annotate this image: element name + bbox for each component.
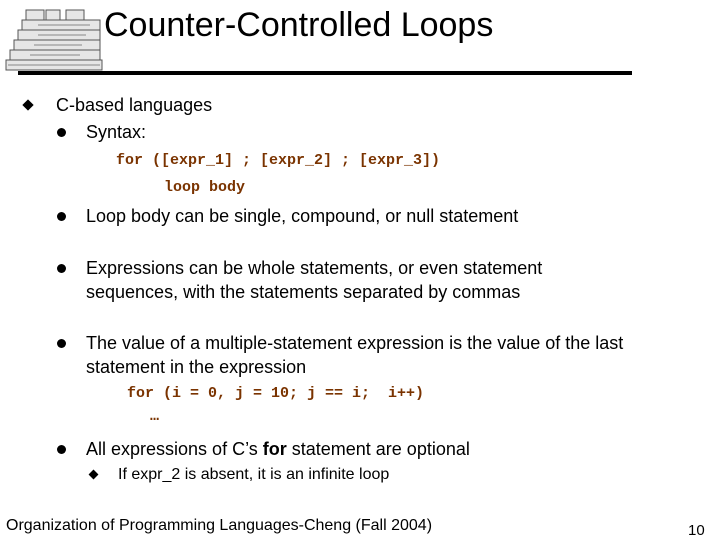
round-bullet-icon xyxy=(57,339,66,348)
footer-text: Organization of Programming Languages-Cheng (Fall 2004) xyxy=(6,517,433,534)
slide-title: Counter-Controlled Loops xyxy=(104,6,494,44)
syntax-code-line-1: for ([expr_1] ; [expr_2] ; [expr_3]) xyxy=(116,152,441,169)
bullet-optional-keyword-for: for xyxy=(262,439,287,459)
bullet-loop-body: Loop body can be single, compound, or null statement xyxy=(86,206,519,226)
round-bullet-icon xyxy=(57,264,66,273)
diamond-bullet-icon xyxy=(22,99,33,110)
language-pyramid-logo xyxy=(4,4,108,74)
bullet-value-line-2: statement in the expression xyxy=(86,357,307,377)
bullet-optional xyxy=(86,438,470,461)
title-divider xyxy=(18,71,632,75)
round-bullet-icon xyxy=(57,128,66,137)
page-number: 10 xyxy=(688,522,705,539)
diamond-bullet-icon xyxy=(89,470,99,480)
sub-bullet-infinite-loop: If expr_2 is absent, it is an infinite loop xyxy=(118,466,390,483)
syntax-code-line-2: loop body xyxy=(164,179,246,196)
example-code-ellipsis: … xyxy=(150,408,160,425)
bullet-optional-text-post: statement are optional xyxy=(286,439,470,459)
level1-item-c-languages: C-based languages xyxy=(56,95,213,115)
bullet-expressions-line-1: Expressions can be whole statements, or even statement xyxy=(86,258,543,278)
round-bullet-icon xyxy=(57,212,66,221)
round-bullet-icon xyxy=(57,445,66,454)
example-code-line-1: for (i = 0, j = 10; j == i; i++) xyxy=(127,385,425,402)
bullet-value-line-1: The value of a multiple-statement expression is the value of the last xyxy=(86,333,624,353)
bullet-optional-text-pre: All expressions of C’s xyxy=(86,439,263,459)
bullet-expressions-line-2: sequences, with the statements separated by commas xyxy=(86,282,521,302)
syntax-label: Syntax: xyxy=(86,122,147,142)
